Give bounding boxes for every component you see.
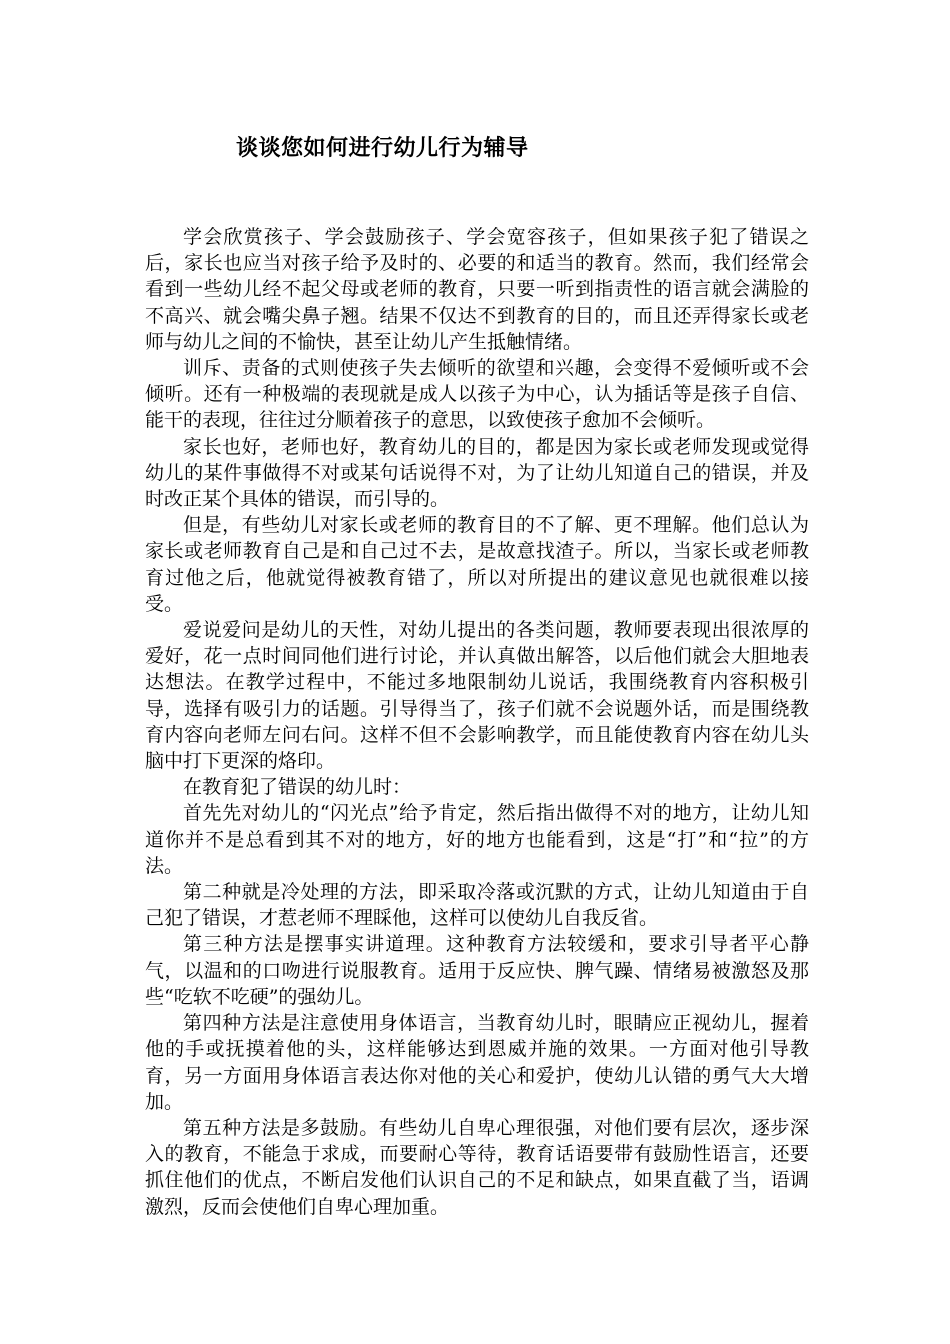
document-title: 谈谈您如何进行幼儿行为辅导: [236, 136, 529, 161]
paragraph: 在教育犯了错误的幼儿时：: [183, 776, 412, 799]
paragraph: 学会欣赏孩子、学会鼓励孩子、学会宽容孩子，但如果孩子犯了错误之后，家长也应当对孩子给予及时的、必要的和适当的教育。然而，我们经常会看到一些幼儿经不起父母或老师的教育，只要一听到指责性的语言就会满脸的不高兴、就会嘴尖鼻子翘。结果不仅达不到教育的目的，而且还弄得家长或老师与幼儿之间的不愉快，甚至让幼儿产生抵触情绪。: [145, 226, 809, 353]
paragraph: 训斥、责备的式则使孩子失去倾听的欲望和兴趣，会变得不爱倾听或不会倾听。还有一种极端的表现就是成人以孩子为中心，认为插话等是孩子自信、能干的表现，往往过分顺着孩子的意思，以致使孩子愈加不会倾听。: [145, 357, 809, 432]
paragraph: 第三种方法是摆事实讲道理。这种教育方法较缓和，要求引导者平心静气，以温和的口吻进行说服教育。适用于反应快、脾气躁、情绪易被激怒及那些“吃软不吃硬”的强幼儿。: [145, 933, 809, 1008]
paragraph: 但是，有些幼儿对家长或老师的教育目的不了解、更不理解。他们总认为家长或老师教育自己是和自己过不去，是故意找渣子。所以，当家长或老师教育过他之后，他就觉得被教育错了，所以对所提出的建议意见也就很难以接受。: [145, 514, 809, 615]
paragraph: 第四种方法是注意使用身体语言，当教育幼儿时，眼睛应正视幼儿，握着他的手或抚摸着他的头，这样能够达到恩威并施的效果。一方面对他引导教育，另一方面用身体语言表达你对他的关心和爱护，使幼儿认错的勇气大大增加。: [145, 1012, 809, 1113]
paragraph: 第二种就是冷处理的方法，即采取冷落或沉默的方式，让幼儿知道由于自己犯了错误，才惹老师不理睬他，这样可以使幼儿自我反省。: [145, 881, 809, 930]
paragraph: 爱说爱问是幼儿的天性，对幼儿提出的各类问题，教师要表现出很浓厚的爱好，花一点时间同他们进行讨论，并认真做出解答，以后他们就会大胆地表达想法。在教学过程中，不能过多地限制幼儿说话，我围绕教育内容积极引导，选择有吸引力的话题。引导得当了，孩子们就不会说题外话，而是围绕教育内容向老师左问右问。这样不但不会影响教学，而且能使教育内容在幼儿头脑中打下更深的烙印。: [145, 619, 809, 773]
paragraph: 家长也好，老师也好，教育幼儿的目的，都是因为家长或老师发现或觉得幼儿的某件事做得不对或某句话说得不对，为了让幼儿知道自己的错误，并及时改正某个具体的错误，而引导的。: [145, 435, 809, 511]
document-body: [145, 224, 809, 1220]
paragraph: 首先先对幼儿的“闪光点”给予肯定，然后指出做得不对的地方，让幼儿知道你并不是总看到其不对的地方，好的地方也能看到，这是“打”和“拉”的方法。: [145, 802, 809, 877]
paragraph: 第五种方法是多鼓励。有些幼儿自卑心理很强，对他们要有层次，逐步深入的教育，不能急于求成，而要耐心等待，教育话语要带有鼓励性语言，还要抓住他们的优点，不断启发他们认识自己的不足和缺点，如果直截了当，语调激烈，反而会使他们自卑心理加重。: [145, 1116, 809, 1218]
